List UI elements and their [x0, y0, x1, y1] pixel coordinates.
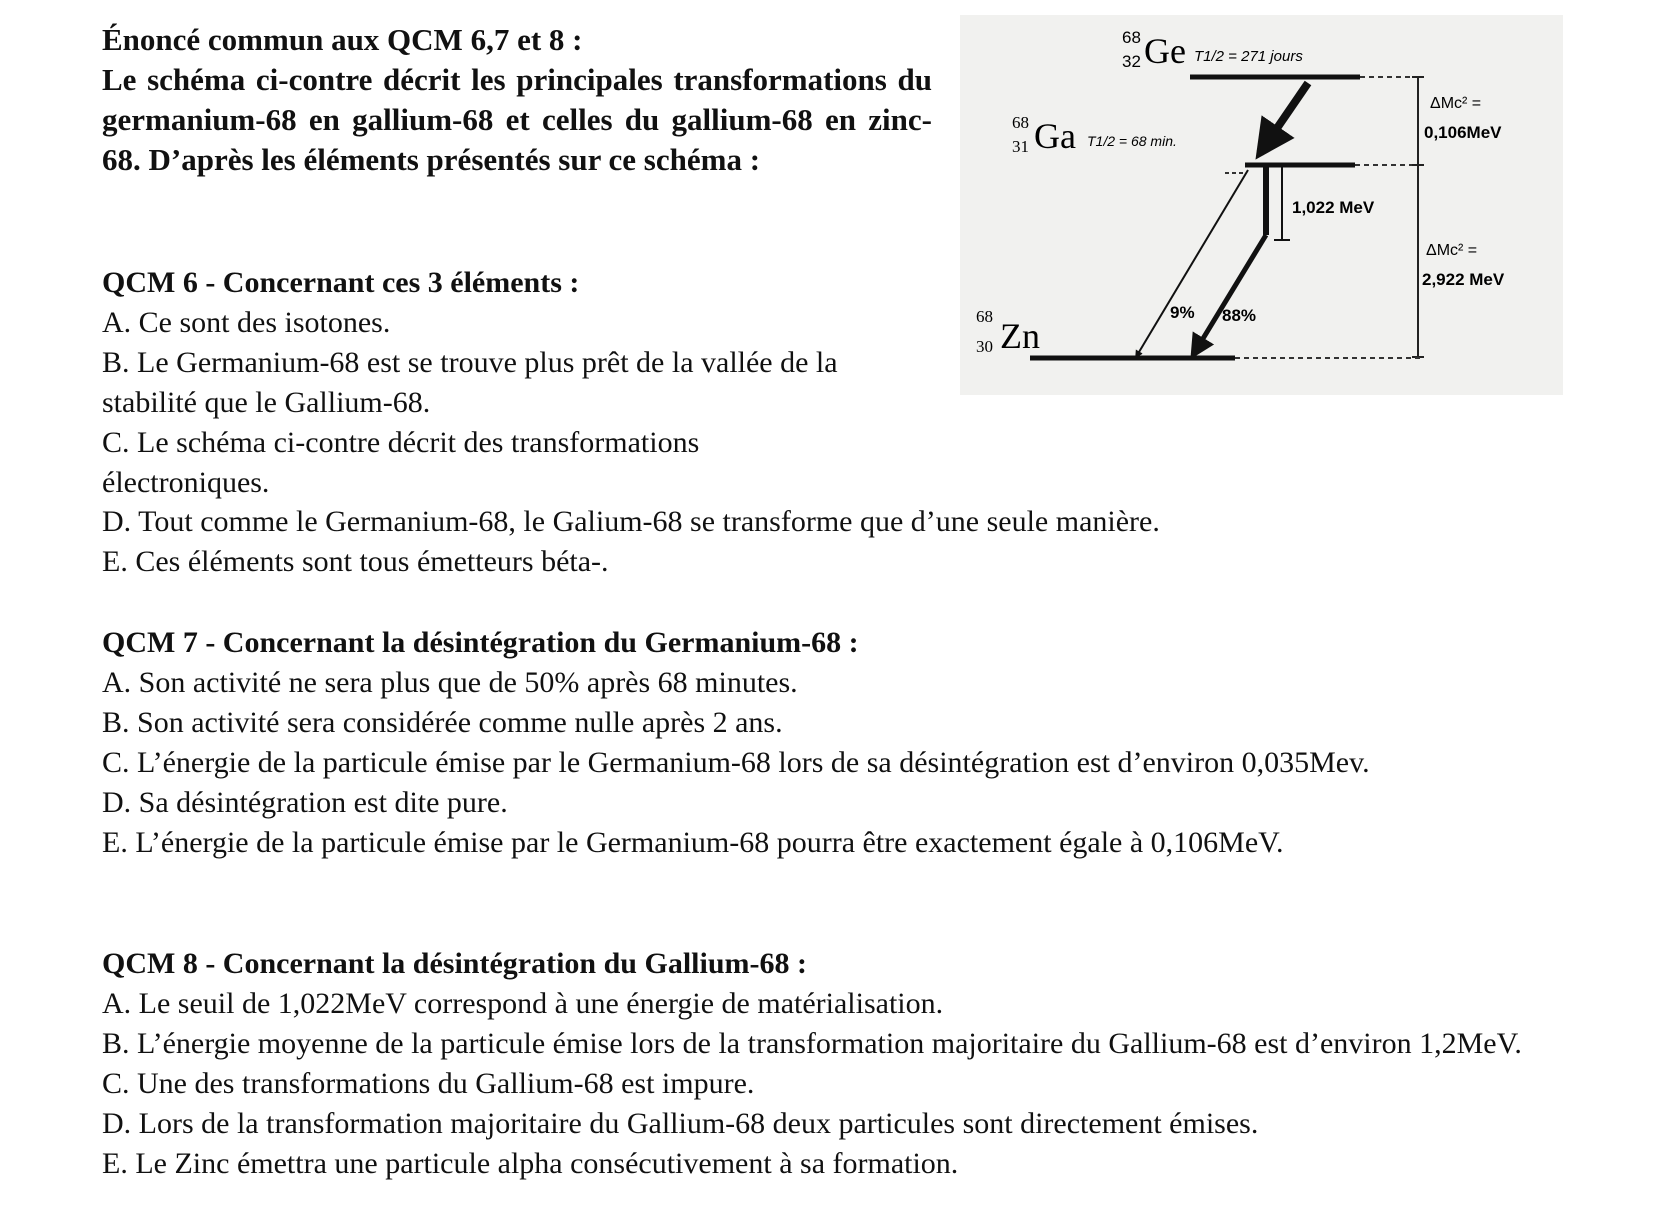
qcm-6-title: QCM 6 - Concernant ces 3 éléments : [102, 266, 580, 299]
common-statement-title: Énoncé commun aux QCM 6,7 et 8 : [102, 22, 583, 57]
qcm-8-title: QCM 8 - Concernant la désintégration du Gallium-68 : [102, 947, 807, 980]
energy-bracket [1412, 77, 1505, 357]
qcm-7-title: QCM 7 - Concernant la désintégration du Germanium-68 : [102, 626, 859, 659]
ga-symbol: Ga [1034, 116, 1076, 156]
qcm-6-option-b: B. Le Germanium-68 est se trouve plus prêt de la vallée de la stabilité que le Gallium-68. [102, 346, 838, 419]
delta-ge-ga-label: ΔMc² = [1430, 95, 1482, 112]
qcm-7 [102, 623, 1582, 863]
ga-atomic-number: 31 [1012, 137, 1029, 156]
qcm-8-option-b: B. L’énergie moyenne de la particule émise lors de la transformation majoritaire du Gallium-68 est d’environ 1,2MeV. [102, 1027, 1522, 1060]
qcm-6-option-a: A. Ce sont des isotones. [102, 306, 391, 339]
decay-scheme-diagram [960, 15, 1563, 395]
delta-ge-ga-value: 0,106MeV [1424, 123, 1502, 142]
delta-ga-zn-label: ΔMc² = [1426, 242, 1478, 259]
qcm-6-option-e: E. Ces éléments sont tous émetteurs béta-. [102, 545, 609, 578]
ga-to-zn-minor-arrow [1136, 170, 1248, 357]
qcm-6-option-d: D. Tout comme le Germanium-68, le Galium-68 se transforme que d’une seule manière. [102, 505, 1160, 538]
qcm-7-option-a: A. Son activité ne sera plus que de 50% après 68 minutes. [102, 666, 798, 699]
branch-minor-label: 9% [1170, 303, 1195, 322]
ga-half-life: T1/2 = 68 min. [1087, 133, 1177, 149]
zn-symbol: Zn [1000, 316, 1040, 356]
threshold-marker [1274, 167, 1375, 240]
threshold-label: 1,022 MeV [1292, 198, 1375, 217]
zn-atomic-number: 30 [976, 337, 993, 356]
branch-major-label: 88% [1222, 306, 1257, 325]
common-statement-body: Le schéma ci-contre décrit les principales transformations du germanium-68 en gallium-68 et celles du gallium-68 en zinc-68. D’après les éléments présentés sur ce schéma : [102, 62, 932, 177]
ga-to-zn-major-arrow [1193, 235, 1266, 355]
gallium-level [1012, 113, 1420, 173]
ge-to-ga-arrow [1260, 83, 1308, 153]
qcm-7-option-d: D. Sa désintégration est dite pure. [102, 786, 508, 819]
qcm-8 [102, 944, 1582, 1184]
qcm-7-option-c: C. L’énergie de la particule émise par le Germanium-68 lors de sa désintégration est d’environ 0,035Mev. [102, 746, 1370, 779]
delta-ga-zn-value: 2,922 MeV [1422, 270, 1505, 289]
ge-mass-number: 68 [1122, 28, 1141, 47]
qcm-8-option-c: C. Une des transformations du Gallium-68 est impure. [102, 1067, 755, 1100]
qcm-6-option-c: C. Le schéma ci-contre décrit des transformations électroniques. [102, 426, 700, 499]
qcm-8-option-a: A. Le seuil de 1,022MeV correspond à une énergie de matérialisation. [102, 987, 944, 1020]
qcm-8-option-d: D. Lors de la transformation majoritaire du Gallium-68 deux particules sont directement émises. [102, 1107, 1259, 1140]
qcm-6 [102, 263, 932, 503]
ga-mass-number: 68 [1012, 113, 1029, 132]
ge-symbol: Ge [1144, 31, 1186, 71]
germanium-level [1122, 28, 1420, 77]
common-statement [102, 20, 932, 180]
qcm-7-option-b: B. Son activité sera considérée comme nulle après 2 ans. [102, 706, 783, 739]
qcm-8-option-e: E. Le Zinc émettra une particule alpha consécutivement à sa formation. [102, 1147, 959, 1180]
ge-atomic-number: 32 [1122, 52, 1141, 71]
ge-half-life: T1/2 = 271 jours [1194, 48, 1303, 65]
qcm-6-continued [102, 502, 1582, 582]
zn-mass-number: 68 [976, 307, 993, 326]
qcm-7-option-e: E. L’énergie de la particule émise par le Germanium-68 pourra être exactement égale à 0,106MeV. [102, 826, 1284, 859]
